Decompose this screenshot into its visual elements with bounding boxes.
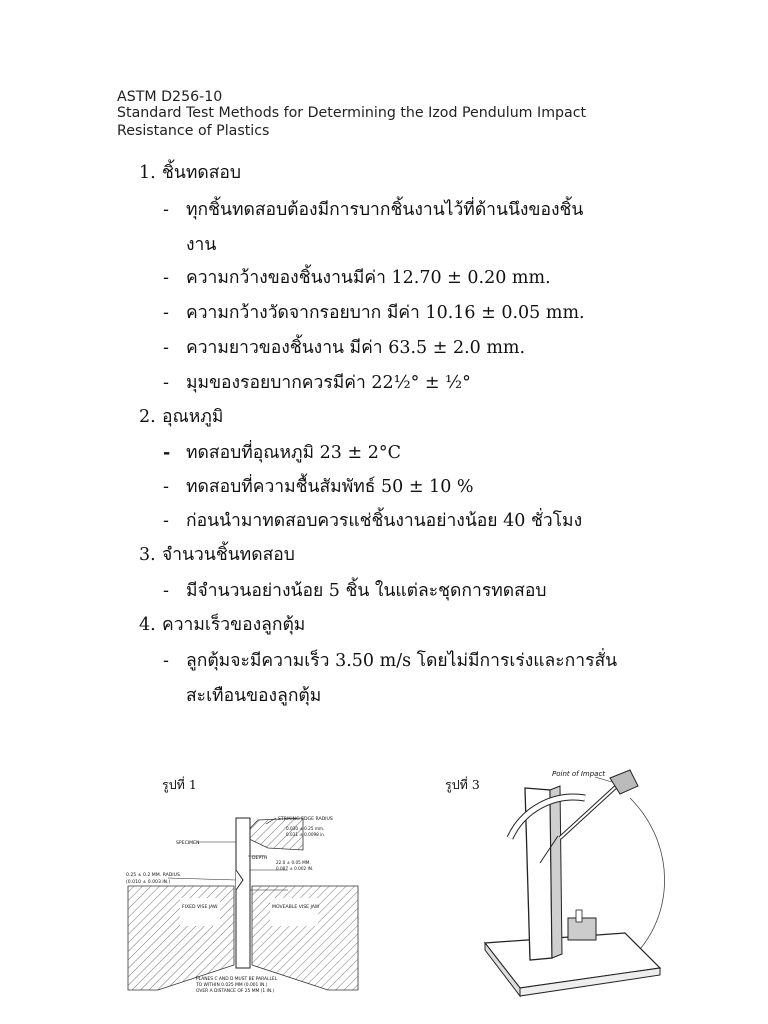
bullet-dash: -	[163, 200, 169, 220]
specimen-bar	[236, 818, 250, 968]
label-specimen: SPECIMEN	[176, 841, 200, 846]
list-item: ความยาวของชิ้นงาน มีค่า 63.5 ± 2.0 mm.	[186, 338, 526, 358]
list-item: มุมของรอยบากควรมีค่า 22½° ± ½°	[186, 373, 471, 393]
section-number: 2.	[139, 407, 156, 427]
figure-3-caption: รูปที่ 3	[445, 777, 480, 792]
list-item: ลูกตุ้มจะมีความเร็ว 3.50 m/s โดยไม่มีการเร่งและการสั่น	[186, 651, 618, 671]
label-striking-edge-val1: 0.030 ± 0.25 mm.	[286, 826, 325, 831]
list-item: ก่อนนำมาทดสอบควรแช่ชิ้นงานอย่างน้อย 40 ชั่วโมง	[186, 511, 583, 531]
section-number: 1.	[139, 163, 156, 183]
section-number: 4.	[139, 615, 156, 635]
list-item: มีจำนวนอย่างน้อย 5 ชิ้น ในแต่ละชุดการทดสอบ	[186, 581, 547, 601]
figure-1-caption: รูปที่ 1	[162, 777, 197, 792]
bullet-dash: -	[163, 443, 171, 463]
label-striking-edge: STRIKING EDGE RADIUS	[278, 817, 333, 822]
list-item: ความกว้างของชิ้นงานมีค่า 12.70 ± 0.20 mm.	[186, 268, 551, 288]
list-item: ทดสอบที่ความชื้นสัมพัทธ์ 50 ± 10 %	[186, 477, 474, 497]
label-point-of-impact: Point of Impact	[552, 770, 606, 778]
bullet-dash: -	[163, 581, 169, 601]
label-depth-val1: 22.0 ± 0.05 MM.	[276, 860, 311, 865]
document-title-line1: Standard Test Methods for Determining the Izod Pendulum Impact	[117, 105, 587, 121]
label-depth-val2: 0.087 ± 0.002 IN.	[276, 866, 314, 871]
label-radius-val2: (0.010 ± 0.003 IN.)	[126, 880, 171, 885]
document-title-line2: Resistance of Plastics	[117, 123, 270, 139]
section-title: ชิ้นทดสอบ	[162, 163, 242, 183]
list-item: ความกว้างวัดจากรอยบาก มีค่า 10.16 ± 0.05 mm.	[186, 303, 585, 323]
label-moveable-vise: MOVEABLE VISE JAW	[272, 905, 320, 910]
label-note-line3: OVER A DISTANCE OF 25 MM (1 IN.)	[196, 989, 275, 994]
bullet-dash: -	[163, 338, 169, 358]
label-radius-val1: 0.25 ± 0.2 MM. RADIUS	[126, 873, 180, 878]
figure-1-notch-diagram	[118, 800, 368, 1010]
section-title: จำนวนชิ้นทดสอบ	[162, 545, 295, 565]
bullet-dash: -	[163, 268, 169, 288]
standard-code: ASTM D256-10	[117, 89, 223, 105]
section-number: 3.	[139, 545, 156, 565]
bullet-dash: -	[163, 511, 169, 531]
bullet-dash: -	[163, 477, 169, 497]
list-item: ทุกชิ้นทดสอบต้องมีการบากชิ้นงานไว้ที่ด้านนึงของชิ้น	[186, 200, 584, 220]
label-depth: DEPTH	[252, 856, 268, 861]
figure-3-pendulum-tester	[480, 768, 690, 1013]
bullet-dash: -	[163, 303, 169, 323]
section-title: อุณหภูมิ	[162, 407, 224, 427]
label-fixed-vise: FIXED VISE JAW	[182, 905, 218, 910]
label-note-line1: PLANES C AND D MUST BE PARALLEL	[196, 977, 278, 982]
label-striking-edge-val2: 0.031 ± 0.0098 in.	[286, 832, 326, 837]
list-item-continuation: งาน	[186, 235, 217, 255]
bullet-dash: -	[163, 373, 169, 393]
list-item: ทดสอบที่อุณหภูมิ 23 ± 2°C	[186, 443, 401, 463]
bullet-dash: -	[163, 651, 169, 671]
list-item-continuation: สะเทือนของลูกตุ้ม	[186, 686, 322, 706]
label-note-line2: TO WITHIN 0.025 MM (0.001 IN.)	[196, 983, 268, 988]
section-title: ความเร็วของลูกตุ้ม	[162, 615, 306, 635]
